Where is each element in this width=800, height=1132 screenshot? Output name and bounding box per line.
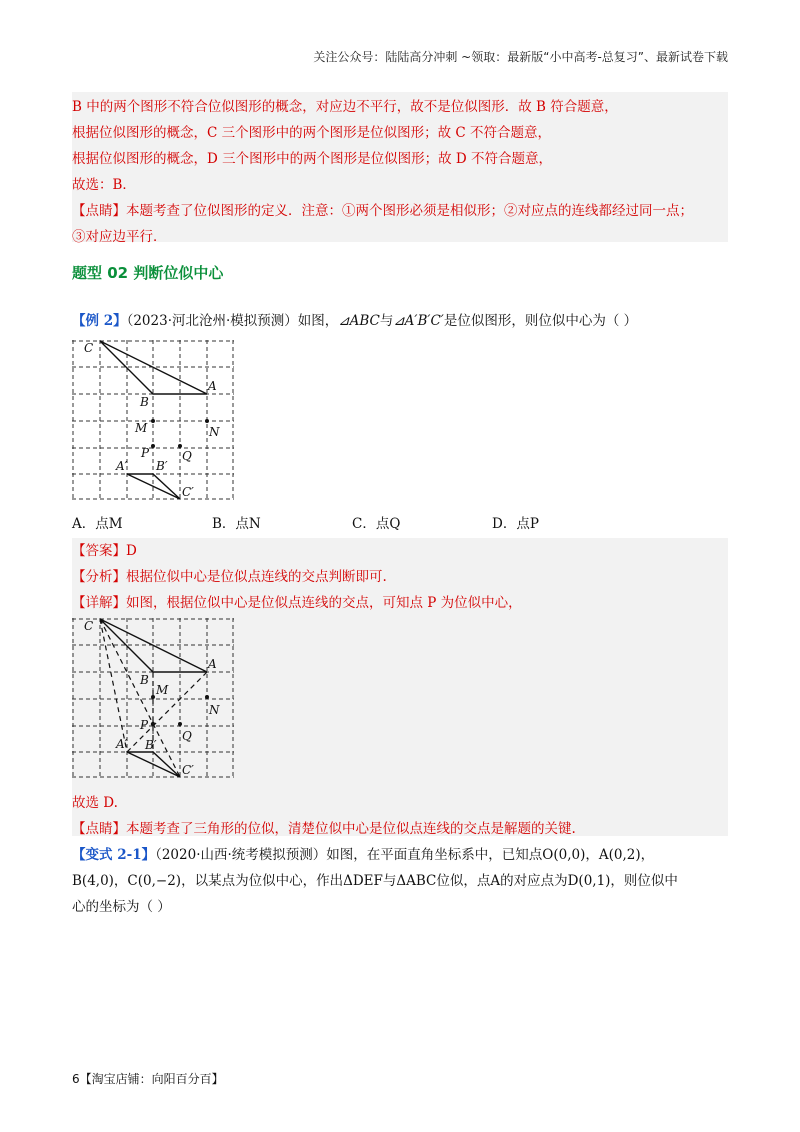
triangle-a1b1c1: ⊿A′B′C′ xyxy=(393,313,444,329)
label-n: N xyxy=(209,425,220,439)
point-p xyxy=(151,722,155,726)
label-b1: B′ xyxy=(145,738,157,752)
question-rest: 是位似图形，则位似中心为（ ） xyxy=(443,313,638,329)
section-heading: 题型 02 判断位似中心 xyxy=(72,264,224,282)
option-b: B．点N xyxy=(212,516,261,532)
option-c: C．点Q xyxy=(352,516,401,532)
label-c1: C′ xyxy=(182,485,194,499)
label-p: P xyxy=(140,718,149,732)
point-p xyxy=(151,444,155,448)
solution-line: 根据位似图形的概念，D 三个图形中的两个图形是位似图形；故 D 不符合题意， xyxy=(72,151,553,167)
variant-2-1-question xyxy=(72,842,728,920)
choose-line: 故选 D. xyxy=(72,795,118,811)
point-n xyxy=(205,695,209,699)
variant-line-2: B(4,0)，C(0,−2)，以某点为位似中心，作出ΔDEF与ΔABC位似，点A的对应点为D(0,1)，则位似中 xyxy=(72,873,678,889)
label-m: M xyxy=(156,683,169,697)
option-d: D．点P xyxy=(492,516,539,532)
label-c: C xyxy=(84,341,94,355)
variant-line-3: 心的坐标为（ ） xyxy=(72,899,171,915)
solution-line: 根据位似图形的概念，C 三个图形中的两个图形是位似图形；故 C 不符合题意， xyxy=(72,125,552,141)
label-a1: A′ xyxy=(116,737,128,751)
example-source: （2023·河北沧州·模拟预测）如图， xyxy=(126,313,339,329)
figure-1-grid xyxy=(72,340,236,500)
example-2-question xyxy=(72,309,637,329)
connector-text: 与 xyxy=(379,313,394,329)
answer-line: 【答案】D xyxy=(72,543,137,559)
comment-line: 【点睛】本题考查了位似图形的定义．注意：①两个图形必须是相似形；②对应点的连线都经过同一点； xyxy=(72,203,693,219)
label-b: B xyxy=(140,395,149,409)
page-header: 关注公众号：陆陆高分冲刺 ~领取：最新版“小中高考-总复习”、最新试卷下载 xyxy=(313,50,728,64)
comment-line: ③对应边平行． xyxy=(72,229,167,245)
label-q: Q xyxy=(182,449,192,463)
label-n: N xyxy=(209,703,220,717)
point-m xyxy=(151,695,155,699)
option-a: A．点M xyxy=(72,516,123,532)
label-a1: A′ xyxy=(116,459,128,473)
figure-2-grid xyxy=(72,618,236,778)
page-footer: 6【淘宝店铺：向阳百分百】 xyxy=(72,1072,224,1086)
point-m xyxy=(151,419,155,423)
analysis-line: 【分析】根据位似中心是位似点连线的交点判断即可. xyxy=(72,569,387,585)
label-a: A xyxy=(208,379,217,393)
variant-line-1: （2020·山西·统考模拟预测）如图，在平面直角坐标系中，已知点O(0,0)，A(0,2)， xyxy=(155,847,655,863)
point-n xyxy=(205,419,209,423)
answer-options xyxy=(72,512,722,532)
label-b1: B′ xyxy=(156,459,168,473)
label-m: M xyxy=(135,421,148,435)
example-tag: 【例 2】 xyxy=(72,313,127,329)
label-a: A xyxy=(208,657,217,671)
detail-line: 【详解】如图，根据位似中心是位似点连线的交点，可知点 P 为位似中心， xyxy=(72,595,522,611)
variant-tag: 【变式 2-1】 xyxy=(72,847,156,863)
previous-solution-block xyxy=(72,92,728,245)
point-q xyxy=(178,444,182,448)
answer-block xyxy=(72,538,728,836)
solution-line: B 中的两个图形不符合位似图形的概念，对应边不平行，故不是位似图形．故 B 符合题意， xyxy=(72,99,618,115)
label-c1: C′ xyxy=(182,763,194,777)
label-q: Q xyxy=(182,729,192,743)
label-p: P xyxy=(141,446,150,460)
comment-line: 【点睛】本题考查了三角形的位似，清楚位似中心是位似点连线的交点是解题的关键. xyxy=(72,821,576,837)
label-b: B xyxy=(140,673,149,687)
label-c: C xyxy=(84,619,94,633)
triangle-abc: ⊿ABC xyxy=(338,313,380,329)
solution-line: 故选：B． xyxy=(72,177,136,193)
point-q xyxy=(178,722,182,726)
